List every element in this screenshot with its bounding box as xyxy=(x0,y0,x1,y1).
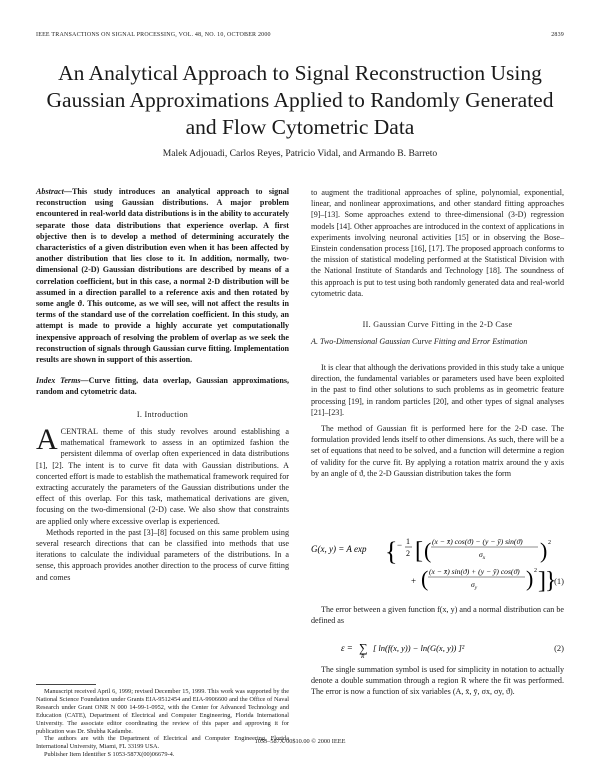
running-head xyxy=(36,32,564,38)
svg-text:1: 1 xyxy=(406,537,410,546)
footnote-affiliation: The authors are with the Department of Electrical and Computer Engineering, Florida International University, Miami, FL 33199 USA. xyxy=(36,735,289,751)
svg-text:2: 2 xyxy=(406,549,410,558)
svg-text:[: [ xyxy=(415,538,423,564)
intro-paragraph-2: Methods reported in the past [3]–[8] focused on this same problem using several research directions that can be classified into methods that use iterations to calculate the individual parameters of the distributions. In a sense, this approach provides another direction to the process of curve fitting and comes xyxy=(36,527,289,582)
svg-text:+: + xyxy=(411,576,417,586)
equation-2-number: (2) xyxy=(554,643,564,653)
svg-text:}: } xyxy=(545,568,557,592)
svg-text:∑: ∑ xyxy=(359,641,368,655)
page-number: 2839 xyxy=(551,32,564,38)
section-2-body xyxy=(311,362,564,479)
svg-text:): ) xyxy=(540,538,548,563)
equation-1-number: (1) xyxy=(554,576,564,586)
journal-running-head: IEEE TRANSACTIONS ON SIGNAL PROCESSING, VOL. 48, NO. 10, OCTOBER 2000 xyxy=(36,32,271,38)
index-terms xyxy=(36,375,289,397)
abstract-text: This study introduces an analytical approach to signal reconstruction using Gaussian distributions. A major problem encountered in real-world data distributions is in the ability to accurately separate those data distributions that experience overlap. A first objective then is to develop a method of determining accurately the characteristics of a given distribution even when it has been affected by another distribution that lies close to it. In addition, normally, two-dimensional (2-D) Gaussian distributions are described by means of a correlation coefficient, but in this case, a normal 2-D distribution will be assumed in a direction parallel to a reference axis and then rotated by some angle ϑ. This outcome, as we will see, will not affect the results in terms of the standard use of the correlation coefficient. In this study, an attempt is made to provide a highly accurate yet computationally inexpensive approach of resolving the problem of overlap as we seek the reconstruction of signals through Gaussian curve fitting. Implementation results are shown in support of this assertion. xyxy=(36,187,289,365)
section-2-paragraph-1: It is clear that although the derivations provided in this study take a unique direction, the fundamental variables or parameters used have been exploited in the past to find other solutions to such problems as in geometric feature processing [19], in random particles [20], and other types of signal analyses [21]–[23]. xyxy=(311,363,564,417)
svg-text:(x − x̄) cos(ϑ) − (y − ȳ) sin(: (x − x̄) cos(ϑ) − (y − ȳ) sin(ϑ) xyxy=(432,537,523,546)
svg-text:ε =: ε = xyxy=(341,643,353,653)
section-2-paragraph-2: The method of Gaussian fit is performed here for the 2-D case. The formulation provided lends itself to other dimensions. As such, there will be a set of equations that need to be solved, and a function will determine a region of validity for the curve fit. By applying a rotation matrix around the y axis by an angle of ϑ, the 2-D Gaussian distribution takes the form xyxy=(311,424,564,478)
footnote-publisher-id: Publisher Item Identifier S 1053-587X(00)06679-4. xyxy=(44,751,175,759)
footnote-manuscript: Manuscript received April 6, 1999; revised December 15, 1999. This work was supported by the National Science Foundation under Grants EIA-9512454 and EIA-9906600 and the Office of Naval Research under Grant ONR N 000 14-99-1-0952, with the Center for Advanced Technology and Education (CATE), Department of Electrical and Computer Engineering, Florida International University. The associate editor coordinating the review of this paper and approving it for publication was Dr. Shubha Kadambe. xyxy=(36,688,289,735)
index-terms-lead: Index Terms— xyxy=(36,376,89,385)
svg-text:): ) xyxy=(526,566,534,591)
drop-cap: A xyxy=(36,423,58,456)
svg-text:{: { xyxy=(385,537,398,566)
svg-text:−: − xyxy=(397,540,403,550)
equation-1-graphic xyxy=(311,532,564,592)
equation-1 xyxy=(311,532,564,592)
svg-text:[ ln(f(x, y)) − ln(G(x, y)) ]²: [ ln(f(x, y)) − ln(G(x, y)) ]² xyxy=(373,643,465,653)
author-list: Malek Adjouadi, Carlos Reyes, Patricio Vidal, and Armando B. Barreto xyxy=(162,148,438,159)
svg-text:G(x, y) = A exp: G(x, y) = A exp xyxy=(311,544,367,554)
section-2-paragraph-4: The single summation symbol is used for simplicity in notation to actually denote a double summation through a region R where the fit was performed. The error is now a function of six variables (A, x̄, ȳ, σx, σy, ϑ). xyxy=(311,665,564,697)
subsection-heading: A. Two-Dimensional Gaussian Curve Fitting and Error Estimation xyxy=(311,337,528,346)
svg-text:R: R xyxy=(361,654,365,658)
svg-text:σx: $\sigma_x$ xyxy=(479,550,486,561)
intro-paragraph-1 xyxy=(36,423,289,527)
svg-text:(: ( xyxy=(421,566,429,591)
equation-2 xyxy=(311,640,564,658)
svg-text:σy: $\sigma_y$ xyxy=(471,580,478,591)
svg-text:(: ( xyxy=(424,538,432,563)
footnote xyxy=(36,688,289,759)
intro-paragraph-1-text: CENTRAL theme of this study revolves around establishing a mathematical framework to assess in an optimized fashion the persistent dilemma of overlap often experienced in data distributions [1], [2]. The intent is to curve fit data with Gaussian distributions. A concerted effort is made to establish the mathematical framework required for extracting accurately the parameters of the Gaussian distributions under the effect of this overlap. For this task, mathematical derivations are given, focusing on the two-dimensional (2-D) case. We also show that constraints are applied only where excessive overlap is experienced. xyxy=(36,427,289,526)
equation-2-graphic xyxy=(311,640,564,658)
introduction-body xyxy=(36,423,289,583)
error-definition-text xyxy=(311,604,564,626)
continuation-paragraph: to augment the traditional approaches of spline, polynomial, exponential, linear, and nonlinear approximations, and other standard fitting approaches [9]–[13]. Some approaches extend to three-dimensional (3-D) regression models [14]. Other approaches are introduced in the context of applications in experiments involving neuronal activities [15] or in observing the Bose–Einstein condensation process [16], [17]. The proposed approach conforms to the mission of statistical modeling performed at the Statistical Division with the National Institute of Standards and Technology [18]. The soundness of this approach is put to test using both randomly generated data and real-world cytometric data. xyxy=(311,188,564,298)
section-heading-gaussian-fitting: II. Gaussian Curve Fitting in the 2-D Case xyxy=(362,320,513,329)
svg-text:2: 2 xyxy=(534,568,537,574)
copyright-line: 1053–587X/00$10.00 © 2000 IEEE xyxy=(254,738,346,745)
paper-title: An Analytical Approach to Signal Reconstruction Using Gaussian Approximations Applied to Randomly Generated and Flow Cytometric Data xyxy=(46,61,554,139)
svg-text:2: 2 xyxy=(548,540,551,546)
right-column-continuation xyxy=(311,187,564,299)
summation-note-text xyxy=(311,664,564,698)
abstract-lead: Abstract— xyxy=(36,187,72,196)
svg-text:]: ] xyxy=(538,568,546,592)
section-2-paragraph-3: The error between a given function f(x, y) and a normal distribution can be defined as xyxy=(311,605,564,626)
abstract xyxy=(36,186,289,365)
footnote-rule xyxy=(36,684,96,685)
svg-text:(x − x̄) sin(ϑ) + (y − ȳ) cos(: (x − x̄) sin(ϑ) + (y − ȳ) cos(ϑ) xyxy=(429,567,520,576)
section-heading-introduction: I. Introduction xyxy=(136,410,189,419)
index-terms-text: Curve fitting, data overlap, Gaussian approximations, random and cytometric data. xyxy=(36,376,289,397)
